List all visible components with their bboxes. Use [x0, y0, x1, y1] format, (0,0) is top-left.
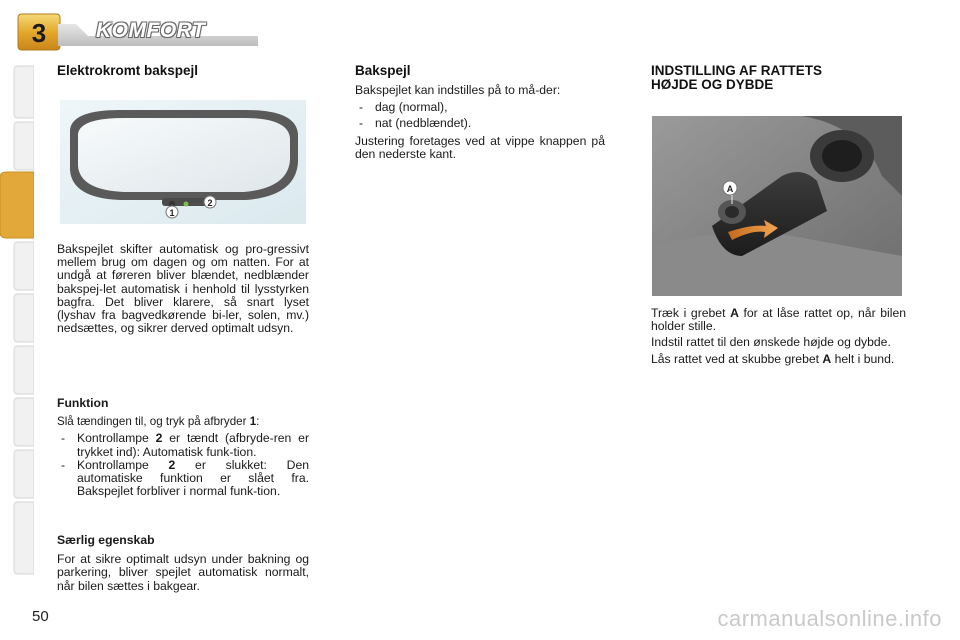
- saerlig-title: Særlig egenskab: [57, 533, 155, 547]
- right-body: [651, 307, 906, 366]
- section-heading-elektrokromt: Elektrokromt bakspejl: [57, 63, 199, 78]
- left-column: [57, 64, 309, 78]
- list-item: - dag (normal),: [359, 100, 448, 115]
- middle-column: [355, 64, 605, 161]
- chapter-title: KOMFORT: [96, 19, 206, 42]
- ratt-p3: Lås rattet ved at skubbe grebet A helt i bund.: [651, 351, 895, 366]
- left-body: [57, 243, 309, 335]
- list-item: - nat (nedblændet).: [359, 116, 472, 131]
- list-item: - Kontrollampe 2 er slukket: Den automatiske funktion er slået fra. Bakspejlet forbliver i normal funk-tion.: [61, 457, 310, 499]
- svg-text:2: 2: [207, 198, 213, 208]
- chapter-badge: [16, 12, 62, 52]
- svg-text:3: 3: [31, 18, 47, 48]
- page-number: 50: [32, 608, 49, 625]
- funktion-title: Funktion: [57, 396, 109, 410]
- mirror-description: Bakspejlet skifter automatisk og pro-gressivt mellem brug om dagen og om natten. For at undgå at føreren bliver blændet, nedblænder bakspej-let automatisk i henhold til lysstyrken bagfra. Det bliver klarere, så snart lyset (lyshav fra bagvedkørende bi-ler, solen, mv.) nedsættes, og sikrer derved optimalt udsyn.: [57, 242, 309, 336]
- section-heading-bakspejl: Bakspejl: [355, 63, 411, 78]
- bakspejl-intro: Bakspejlet kan indstilles på to må-der:: [355, 83, 561, 97]
- funktion-section: [57, 397, 309, 498]
- bakspejl-body: Justering foretages ved at vippe knappen på den nederste kant.: [355, 133, 605, 161]
- funktion-list: [57, 432, 309, 498]
- steering-column-illustration: [652, 116, 902, 296]
- bakspejl-list: [355, 101, 605, 130]
- rearview-mirror-illustration: [60, 100, 306, 224]
- ratt-p1: Træk i grebet A for at låse rattet op, når bilen holder stille.: [651, 306, 907, 334]
- chapter-side-tabs: [0, 62, 34, 582]
- funktion-intro: Slå tændingen til, og tryk på afbryder 1:: [57, 415, 260, 429]
- watermark: carmanualsonline.info: [717, 606, 942, 631]
- list-item: - Kontrollampe 2 er tændt (afbryde-ren er trykket ind): Automatisk funk-tion.: [61, 431, 310, 459]
- ratt-p2: Indstil rattet til den ønskede højde og dybde.: [651, 335, 891, 350]
- svg-text:1: 1: [169, 208, 175, 218]
- right-column: [651, 64, 906, 92]
- svg-text:A: A: [726, 184, 734, 194]
- section-heading-ratt: INDSTILLING AF RATTETS HØJDE OG DYBDE: [651, 63, 822, 92]
- saerlig-body: For at sikre optimalt udsyn under bakning og parkering, bliver spejlet automatisk normalt, når bilen sættes i bakgear.: [57, 552, 309, 593]
- saerlig-section: [57, 534, 309, 593]
